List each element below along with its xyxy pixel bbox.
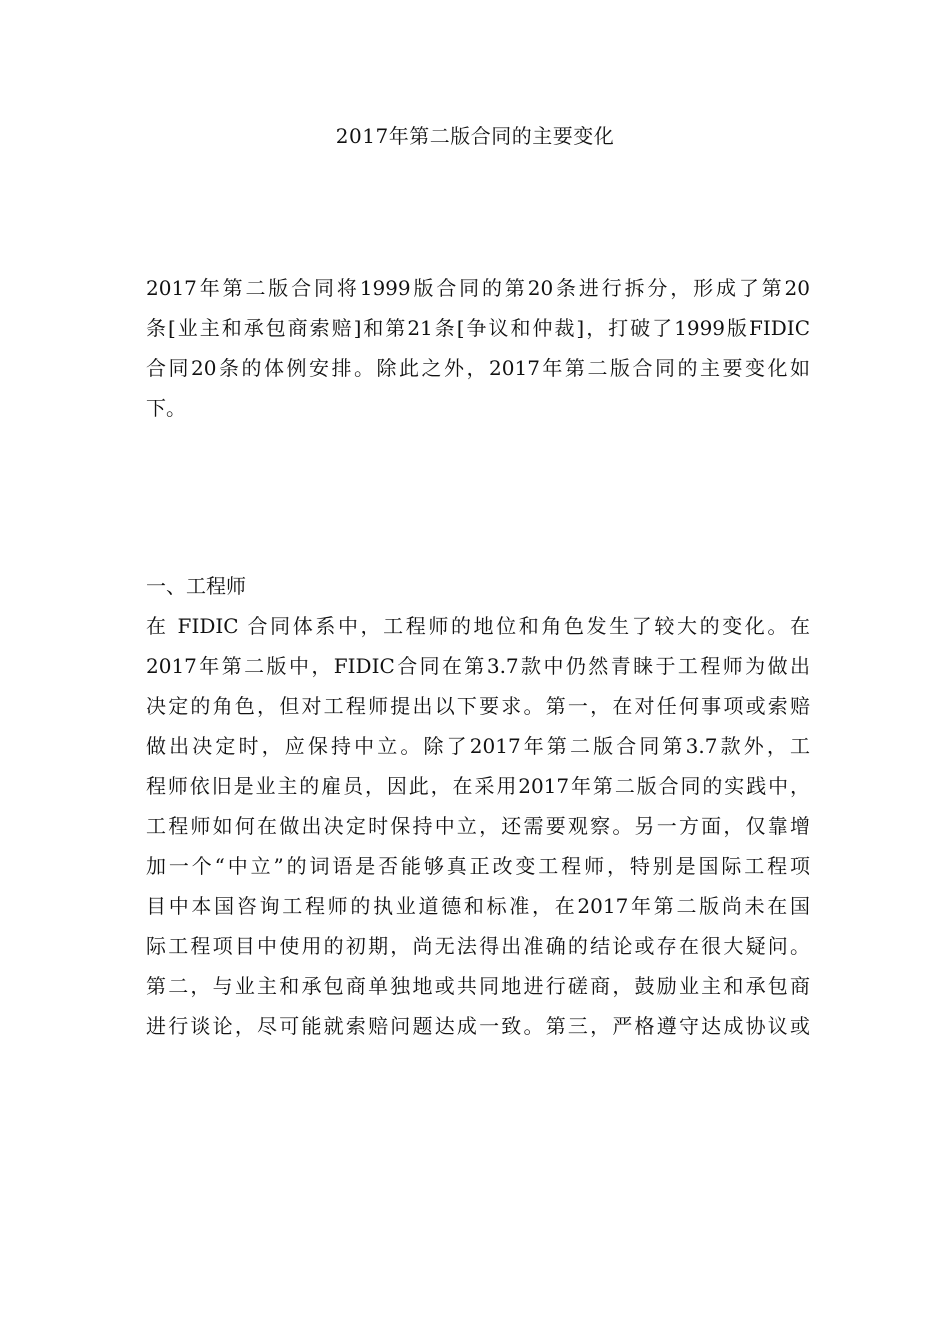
paragraph-line: 做出决定时，应保持中立。除了2017年第二版合同第3.7款外，工 [146, 734, 810, 758]
document-title: 2017年第二版合同的主要变化 [335, 124, 615, 148]
paragraph-line: 2017年第二版中，FIDIC合同在第3.7款中仍然青睐于工程师为做出 [146, 654, 810, 678]
paragraph-line: 下。 [146, 396, 186, 420]
paragraph-line: 条[业主和承包商索赔]和第21条[争议和仲裁]，打破了1999版FIDIC [146, 316, 810, 340]
paragraph-line: 合同20条的体例安排。除此之外，2017年第二版合同的主要变化如 [146, 356, 810, 380]
section-engineer [146, 566, 810, 1046]
paragraph-line: 目中本国咨询工程师的执业道德和标准，在2017年第二版尚未在国 [146, 894, 810, 918]
paragraph-line: 程师依旧是业主的雇员，因此，在采用2017年第二版合同的实践中， [146, 774, 810, 798]
paragraph-line: 际工程项目中使用的初期，尚无法得出准确的结论或存在很大疑问。 [146, 934, 810, 958]
paragraph-line: 加一个“中立”的词语是否能够真正改变工程师，特别是国际工程项 [146, 854, 810, 878]
paragraph-line: 进行谈论，尽可能就索赔问题达成一致。第三，严格遵守达成协议或 [146, 1014, 810, 1038]
paragraph-line: 2017年第二版合同将1999版合同的第20条进行拆分，形成了第20 [146, 276, 810, 300]
paragraph-line: 第二，与业主和承包商单独地或共同地进行磋商，鼓励业主和承包商 [146, 974, 810, 998]
section-heading: 一、工程师 [146, 574, 246, 598]
paragraph-line: 工程师如何在做出决定时保持中立，还需要观察。另一方面，仅靠增 [146, 814, 810, 838]
intro-paragraph [146, 268, 810, 428]
paragraph-line: 在 FIDIC 合同体系中，工程师的地位和角色发生了较大的变化。在 [146, 614, 810, 638]
paragraph-line: 决定的角色，但对工程师提出以下要求。第一，在对任何事项或索赔 [146, 694, 810, 718]
